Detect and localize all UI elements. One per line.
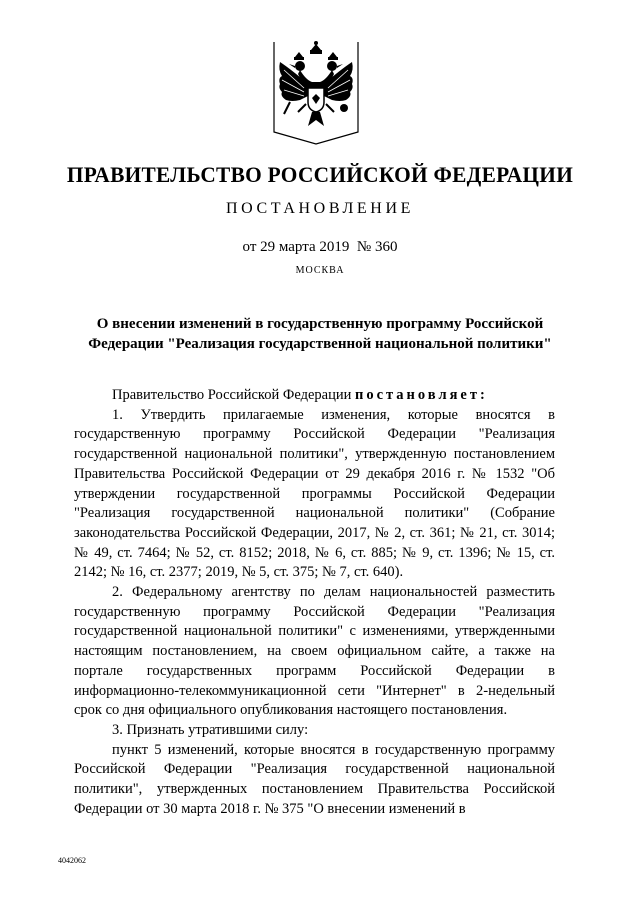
- document-city: МОСКВА: [295, 265, 345, 276]
- intro-keyword: постановляет:: [354, 387, 488, 403]
- paragraph-1: 1. Утвердить прилагаемые изменения, которые вносятся в государственную программу Российской Федерации "Реализация государственной национальной политики", утвержденную постановлением Правительства Российской Федерации от 29 декабря 2016 г. № 1532 "Об утверждении государственной программы Российской Федерации "Реализация государственной национальной политики" (Собрание законодательства Российской Федерации, 2017, № 2, ст. 361; № 21, ст. 3014; № 49, ст. 7464; № 52, ст. 8152; 2018, № 6, ст. 885; № 9, ст. 1396; № 15, ст. 2142; № 16, ст. 2377; 2019, № 5, ст. 375; № 7, ст. 640).: [74, 406, 555, 581]
- government-title: ПРАВИТЕЛЬСТВО РОССИЙСКОЙ ФЕДЕРАЦИИ: [66, 162, 574, 187]
- document-type: ПОСТАНОВЛЕНИЕ: [226, 200, 414, 217]
- document-subject: [60, 314, 580, 354]
- document-body: [74, 386, 555, 819]
- intro-prefix: Правительство Российской Федерации: [112, 387, 355, 403]
- paragraph-3: 3. Признать утратившими силу:: [112, 721, 309, 738]
- intro-paragraph: [112, 386, 555, 406]
- subject-line-2: Федерации "Реализация государственной национальной политики": [88, 336, 552, 352]
- document-code: 4042062: [58, 856, 86, 865]
- subject-line-1: О внесении изменений в государственную программу Российской: [96, 316, 544, 332]
- document-date-number: от 29 марта 2019 № 360: [242, 239, 398, 255]
- paragraph-4: пункт 5 изменений, которые вносятся в государственную программу Российской Федерации "Реализация государственной национальной политики", утвержденных постановлением Правительства Российской Федерации от 30 марта 2018 г. № 375 "О внесении изменений в: [74, 741, 555, 817]
- russian-coat-of-arms-icon: [272, 40, 360, 146]
- paragraph-2: 2. Федеральному агентству по делам национальностей разместить государственную программу Российской Федерации "Реализация государственной национальной политики" с изменениями, утвержденными настоящим постановлением, на своем официальном сайте, а также на портале государственных программ Российской Федерации в информационно-телекоммуникационной сети "Интернет" в 2-недельный срок со дня официального опубликования настоящего постановления.: [74, 584, 555, 719]
